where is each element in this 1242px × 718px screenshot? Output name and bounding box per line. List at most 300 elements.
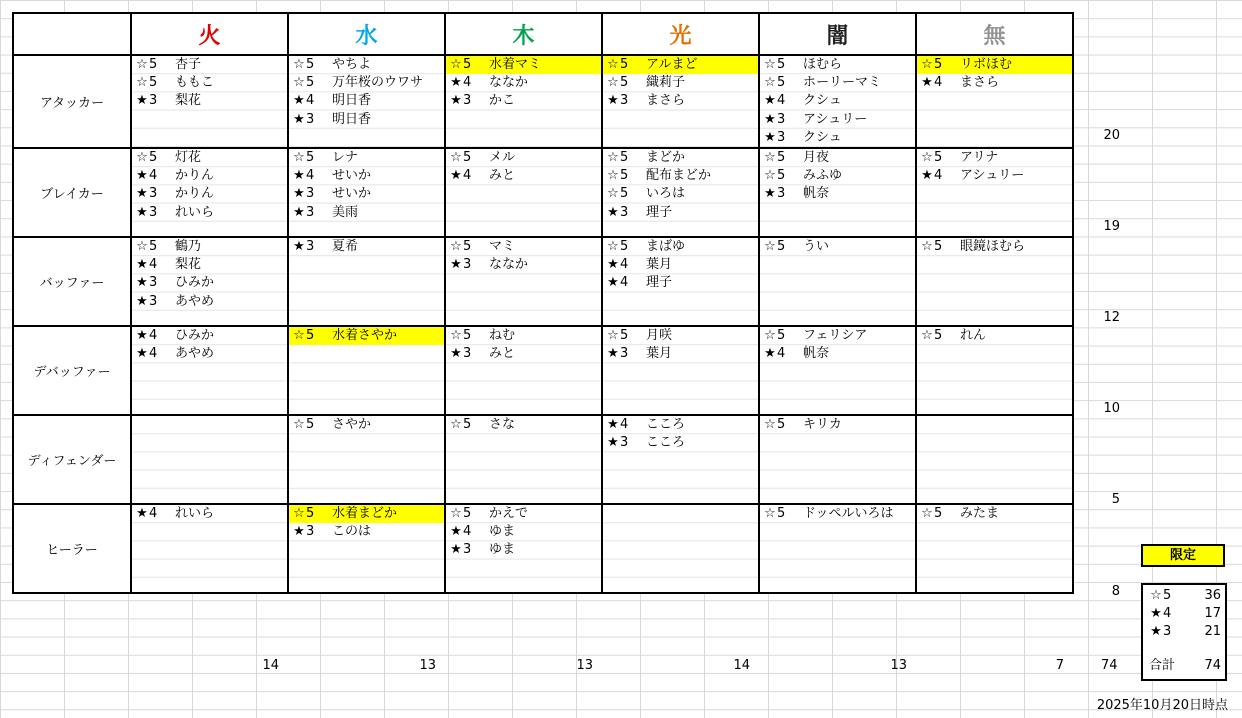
character-name: せいか (332, 186, 372, 202)
rarity-star: ★ (293, 238, 305, 254)
character-cell (602, 237, 759, 326)
role-label: デバッファー (13, 326, 131, 415)
rarity-number: 5 (306, 149, 315, 165)
rarity-summary (1141, 583, 1227, 681)
summary-row (1143, 623, 1225, 641)
rarity-number: 5 (149, 57, 158, 72)
character-entry (446, 327, 601, 345)
character-name: アシュリー (960, 168, 1025, 184)
character-entry (132, 74, 287, 92)
character-name: あやめ (175, 293, 215, 309)
rarity-number: 4 (620, 275, 629, 291)
character-name: キリカ (803, 416, 842, 432)
character-name: かりん (175, 186, 215, 202)
rarity-star: ☆ (764, 327, 776, 343)
rarity-number: 3 (777, 111, 786, 127)
rarity-number: 4 (620, 257, 629, 273)
character-name: あやめ (175, 346, 215, 362)
rarity-number: 3 (306, 238, 315, 254)
rarity-number: 5 (620, 75, 629, 91)
rarity-number: 4 (463, 168, 472, 184)
rarity-number: 3 (463, 542, 472, 558)
character-entry (603, 416, 758, 434)
character-cell (916, 504, 1073, 593)
rarity-star: ★ (293, 111, 305, 127)
character-cell (602, 415, 759, 504)
character-name: れいら (175, 505, 215, 521)
rarity-star: ★ (607, 93, 619, 109)
character-entry (760, 92, 915, 110)
corner-cell (13, 13, 131, 55)
rarity-star: ★ (764, 111, 776, 127)
character-name: ほむら (803, 57, 843, 72)
rarity-number: 3 (463, 93, 472, 109)
rarity-star: ★ (136, 327, 148, 343)
character-name: さやか (332, 416, 372, 432)
rarity-star: ☆ (607, 168, 619, 184)
character-entry (446, 238, 601, 256)
character-entry (603, 74, 758, 92)
character-cell (445, 148, 602, 237)
rarity-star: ☆ (293, 75, 305, 91)
rarity-number: 4 (777, 346, 786, 362)
character-name: ホーリーマミ (803, 75, 882, 91)
element-header-6: 無 (916, 13, 1073, 55)
rarity-star: ☆ (450, 57, 462, 72)
character-name: クシュ (803, 93, 842, 109)
character-entry (132, 167, 287, 185)
character-name: クシュ (803, 129, 842, 145)
rarity-number: 5 (463, 149, 472, 165)
character-name: ななか (489, 257, 529, 273)
rarity-star: ★ (136, 293, 148, 309)
summary-row (1143, 605, 1225, 623)
rarity-star: ☆ (293, 416, 305, 432)
character-entry (132, 345, 287, 363)
rarity-star: ☆ (293, 149, 305, 165)
element-header-3: 木 (445, 13, 602, 55)
character-name: こころ (646, 416, 686, 432)
rarity-number: 3 (463, 257, 472, 273)
rarity-number: 4 (149, 505, 158, 521)
rarity-number: 5 (149, 75, 158, 91)
summary-row (1143, 587, 1225, 605)
character-entry (760, 74, 915, 92)
character-name: みふゆ (803, 168, 843, 184)
character-entry (917, 167, 1072, 185)
rarity-number: 5 (620, 238, 629, 254)
rarity-star: ★ (136, 257, 148, 273)
summary-rarity (1149, 587, 1171, 605)
character-name: いろは (646, 186, 686, 202)
rarity-number: 5 (620, 327, 629, 343)
character-entry (446, 345, 601, 363)
rarity-star: ☆ (764, 57, 776, 72)
character-entry (446, 56, 601, 74)
character-name: みと (489, 346, 516, 362)
character-entry (446, 416, 601, 434)
role-row (13, 148, 1073, 237)
character-name: ねむ (489, 327, 516, 343)
role-rows (13, 55, 1073, 593)
rarity-star: ☆ (293, 57, 305, 72)
character-cell (759, 55, 916, 148)
rarity-star: ★ (136, 204, 148, 220)
character-cell (602, 504, 759, 593)
character-entry (603, 345, 758, 363)
character-entry (446, 149, 601, 167)
rarity-number: 3 (149, 204, 158, 220)
rarity-number: 5 (149, 149, 158, 165)
rarity-star: ☆ (607, 186, 619, 202)
rarity-number: 4 (149, 327, 158, 343)
character-cell (131, 148, 288, 237)
character-name: 梨花 (175, 257, 202, 273)
rarity-star: ☆ (921, 238, 933, 254)
rarity-star: ★ (293, 168, 305, 184)
as-of-date: 2025年10月20日時点 (1096, 698, 1228, 713)
character-entry (917, 327, 1072, 345)
rarity-number: 5 (306, 75, 315, 91)
rarity-number: 3 (777, 186, 786, 202)
character-entry (446, 92, 601, 110)
grand-total: 74 (1101, 658, 1118, 673)
rarity-number: 5 (777, 327, 786, 343)
character-entry (760, 327, 915, 345)
element-header-5: 闇 (759, 13, 916, 55)
character-entry (603, 56, 758, 74)
character-name: 配布まどか (646, 168, 712, 184)
character-cell (759, 415, 916, 504)
rarity-star: ★ (293, 204, 305, 220)
rarity-star: ☆ (450, 416, 462, 432)
rarity-number: 3 (149, 275, 158, 291)
rarity-number: 5 (463, 416, 472, 432)
column-total: 13 (576, 658, 593, 673)
column-total: 7 (1055, 658, 1064, 673)
rarity-number: 5 (777, 168, 786, 184)
element-header-4: 光 (602, 13, 759, 55)
character-name: 帆奈 (803, 186, 830, 202)
character-entry (289, 238, 444, 256)
character-cell (131, 237, 288, 326)
character-name: メル (489, 149, 516, 165)
rarity-number: 4 (1163, 606, 1172, 621)
element-header-1: 火 (131, 13, 288, 55)
rarity-star: ★ (136, 346, 148, 362)
character-name: 夏希 (332, 238, 359, 254)
rarity-number: 4 (463, 75, 472, 91)
rarity-number: 5 (620, 186, 629, 202)
rarity-number: 4 (934, 168, 943, 184)
summary-rarity (1149, 623, 1171, 641)
character-entry (132, 92, 287, 110)
rarity-star: ☆ (764, 238, 776, 254)
rarity-star: ★ (921, 168, 933, 184)
character-cell (445, 237, 602, 326)
character-cell (759, 148, 916, 237)
rarity-number: 5 (620, 168, 629, 184)
character-entry (289, 111, 444, 129)
rarity-star: ★ (136, 275, 148, 291)
rarity-number: 4 (149, 168, 158, 184)
summary-count: 36 (1204, 588, 1221, 603)
character-name: 灯花 (175, 149, 202, 165)
character-name: アリナ (960, 149, 999, 165)
row-total: 5 (1111, 492, 1120, 507)
rarity-star: ★ (921, 75, 933, 91)
rarity-number: 4 (149, 346, 158, 362)
rarity-number: 5 (777, 416, 786, 432)
character-cell (131, 504, 288, 593)
character-entry (289, 92, 444, 110)
rarity-star: ☆ (764, 505, 776, 521)
rarity-star: ★ (450, 168, 462, 184)
rarity-star: ☆ (764, 416, 776, 432)
character-cell (602, 326, 759, 415)
rarity-star: ☆ (764, 149, 776, 165)
character-name: アシュリー (803, 111, 868, 127)
character-entry (289, 327, 444, 345)
character-entry (603, 327, 758, 345)
rarity-star: ☆ (136, 75, 148, 91)
rarity-star: ☆ (1150, 588, 1162, 603)
rarity-star: ★ (1150, 606, 1162, 621)
character-cell (131, 55, 288, 148)
rarity-number: 4 (463, 524, 472, 540)
character-name: 月咲 (646, 327, 673, 343)
rarity-number: 5 (463, 327, 472, 343)
character-entry (132, 256, 287, 274)
rarity-star: ★ (450, 542, 462, 558)
row-total: 19 (1103, 219, 1120, 234)
character-name: こころ (646, 435, 686, 451)
character-entry (132, 149, 287, 167)
character-cell (288, 237, 445, 326)
character-entry (446, 256, 601, 274)
rarity-number: 5 (306, 416, 315, 432)
character-entry (760, 345, 915, 363)
rarity-number: 5 (777, 238, 786, 254)
rarity-number: 5 (934, 327, 943, 343)
character-entry (132, 185, 287, 203)
rarity-star: ★ (450, 257, 462, 273)
rarity-star: ★ (764, 346, 776, 362)
rarity-star: ☆ (450, 505, 462, 521)
character-name: ゆま (489, 524, 516, 540)
character-name: フェリシア (803, 327, 868, 343)
character-cell (445, 415, 602, 504)
character-name: 梨花 (175, 93, 202, 109)
character-cell (759, 326, 916, 415)
character-name: ひみか (175, 275, 215, 291)
character-entry (289, 185, 444, 203)
rarity-star: ★ (607, 346, 619, 362)
rarity-star: ☆ (136, 57, 148, 72)
character-cell (445, 326, 602, 415)
row-total: 10 (1103, 401, 1120, 416)
character-entry (446, 523, 601, 541)
character-name: アルまど (646, 57, 698, 72)
rarity-star: ★ (450, 75, 462, 91)
role-row (13, 326, 1073, 415)
rarity-number: 5 (463, 57, 472, 72)
rarity-star: ★ (136, 505, 148, 521)
rarity-number: 5 (620, 149, 629, 165)
role-label: アタッカー (13, 55, 131, 148)
rarity-star: ☆ (764, 168, 776, 184)
rarity-number: 5 (934, 57, 943, 72)
rarity-star: ☆ (293, 327, 305, 343)
character-name: まさら (646, 93, 686, 109)
rarity-number: 3 (620, 346, 629, 362)
character-name: ななか (489, 75, 529, 91)
rarity-number: 5 (934, 149, 943, 165)
rarity-star: ★ (293, 186, 305, 202)
character-cell (759, 504, 916, 593)
rarity-star: ★ (607, 257, 619, 273)
rarity-number: 5 (463, 238, 472, 254)
role-row (13, 415, 1073, 504)
rarity-star: ☆ (764, 75, 776, 91)
character-cell (916, 55, 1073, 148)
rarity-star: ★ (764, 186, 776, 202)
character-name: みと (489, 168, 516, 184)
character-name: うい (803, 238, 830, 254)
character-entry (289, 523, 444, 541)
character-name: マミ (489, 238, 516, 254)
summary-count: 21 (1204, 624, 1221, 639)
character-entry (760, 505, 915, 523)
character-cell (288, 148, 445, 237)
rarity-number: 4 (620, 416, 629, 432)
rarity-number: 5 (934, 238, 943, 254)
character-cell (602, 55, 759, 148)
rarity-star: ☆ (450, 327, 462, 343)
character-cell (288, 55, 445, 148)
character-entry (760, 149, 915, 167)
rarity-number: 3 (306, 111, 315, 127)
row-total: 8 (1111, 584, 1120, 599)
character-name: せいか (332, 168, 372, 184)
rarity-star: ☆ (921, 57, 933, 72)
summary-rarity (1149, 605, 1171, 623)
character-name: 葉月 (646, 257, 673, 273)
character-entry (603, 149, 758, 167)
rarity-number: 5 (306, 57, 315, 72)
character-entry (289, 149, 444, 167)
element-header-row (13, 13, 1073, 55)
character-name: 杏子 (175, 57, 202, 72)
character-name: 美雨 (332, 204, 359, 220)
character-name: 明日香 (332, 93, 372, 109)
character-cell (759, 237, 916, 326)
character-name: 眼鏡ほむら (960, 238, 1026, 254)
limited-legend: 限定 (1141, 544, 1225, 567)
summary-total-row (1143, 657, 1225, 675)
character-name: れいら (175, 204, 215, 220)
rarity-number: 5 (934, 505, 943, 521)
rarity-star: ★ (136, 93, 148, 109)
character-name: 万年桜のウワサ (332, 75, 424, 91)
character-cell (445, 55, 602, 148)
rarity-number: 3 (1163, 624, 1172, 639)
character-entry (917, 505, 1072, 523)
rarity-number: 5 (306, 327, 315, 343)
character-entry (446, 167, 601, 185)
rarity-star: ★ (607, 275, 619, 291)
character-name: 鶴乃 (175, 238, 202, 254)
character-name: リボほむ (960, 57, 1013, 72)
character-name: まばゆ (646, 238, 686, 254)
character-name: 月夜 (803, 149, 830, 165)
character-cell (288, 326, 445, 415)
character-name: ひみか (175, 327, 215, 343)
character-matrix (12, 12, 1074, 594)
rarity-number: 3 (306, 204, 315, 220)
character-name: やちよ (332, 57, 372, 72)
rarity-star: ★ (1150, 624, 1162, 639)
column-total: 14 (733, 658, 750, 673)
character-cell (445, 504, 602, 593)
character-entry (760, 56, 915, 74)
rarity-number: 3 (463, 346, 472, 362)
rarity-number: 5 (777, 505, 786, 521)
rarity-star: ★ (607, 435, 619, 451)
rarity-star: ☆ (921, 505, 933, 521)
character-name: このは (332, 524, 372, 540)
role-row (13, 504, 1073, 593)
character-cell (916, 415, 1073, 504)
rarity-star: ★ (136, 186, 148, 202)
role-label: ブレイカー (13, 148, 131, 237)
rarity-star: ★ (293, 524, 305, 540)
rarity-number: 4 (777, 93, 786, 109)
rarity-star: ☆ (921, 327, 933, 343)
character-entry (132, 204, 287, 222)
rarity-star: ★ (136, 168, 148, 184)
character-entry (603, 167, 758, 185)
character-entry (289, 74, 444, 92)
character-name: かえで (489, 505, 529, 521)
rarity-star: ☆ (136, 149, 148, 165)
rarity-star: ☆ (607, 238, 619, 254)
character-entry (603, 256, 758, 274)
rarity-star: ★ (764, 93, 776, 109)
character-name: 水着さやか (332, 327, 398, 343)
character-name: 水着まどか (332, 505, 398, 521)
summary-total-label: 合計 (1149, 658, 1176, 673)
rarity-star: ☆ (921, 149, 933, 165)
rarity-number: 3 (149, 93, 158, 109)
column-total: 13 (419, 658, 436, 673)
rarity-star: ★ (450, 93, 462, 109)
rarity-star: ★ (293, 93, 305, 109)
character-cell (288, 504, 445, 593)
character-entry (603, 92, 758, 110)
character-entry (446, 541, 601, 559)
character-name: まどか (646, 149, 686, 165)
character-cell (131, 326, 288, 415)
role-row (13, 55, 1073, 148)
character-entry (446, 74, 601, 92)
rarity-star: ☆ (607, 75, 619, 91)
rarity-number: 5 (777, 57, 786, 72)
character-name: 明日香 (332, 111, 372, 127)
character-entry (760, 185, 915, 203)
character-entry (760, 129, 915, 147)
summary-total-value: 74 (1204, 658, 1221, 673)
